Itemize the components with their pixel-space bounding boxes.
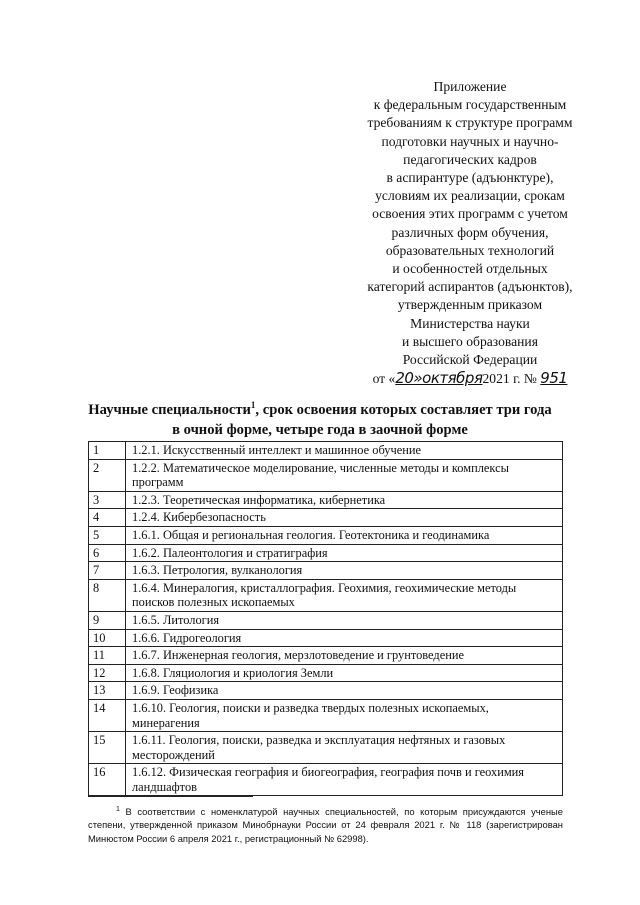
table-row [89, 442, 563, 460]
table-row [89, 764, 563, 796]
row-number: 3 [89, 491, 126, 509]
row-number: 4 [89, 509, 126, 527]
row-specialty: 1.2.1. Искусственный интеллект и машинное обучение [126, 442, 563, 460]
table-row [89, 732, 563, 764]
row-specialty: 1.2.3. Теоретическая информатика, кибернетика [126, 491, 563, 509]
row-number: 11 [89, 647, 126, 665]
appendix-line: к федеральным государственным [373, 97, 567, 113]
row-specialty: 1.6.11. Геология, поиски, разведка и эксплуатация нефтяных и газовых месторождений [126, 732, 563, 764]
appendix-line: освоения этих программ с учетом [372, 206, 568, 222]
appendix-line: Российской Федерации [402, 352, 538, 368]
heading-line-2: в очной форме, четыре года в заочной форме [172, 421, 468, 438]
table-row [89, 664, 563, 682]
row-specialty: 1.6.6. Гидрогеология [126, 629, 563, 647]
table-row [89, 491, 563, 509]
order-month-handwritten: »октября [413, 369, 483, 388]
footnote-mark: 1 [116, 806, 120, 813]
row-specialty: 1.6.5. Литология [126, 611, 563, 629]
appendix-line: различных форм обучения, [391, 224, 549, 240]
table-row [89, 682, 563, 700]
row-number: 8 [89, 579, 126, 611]
footnote [88, 803, 563, 845]
appendix-line: и высшего образования [402, 333, 538, 349]
row-number: 9 [89, 611, 126, 629]
footnote-text: В соответствии с номенклатурой научных специальностей, по которым присуждаются ученые степени, утвержденной приказом Минобрнауки России от 24 февраля 2021 г. № 118 (зарегистрирован Минюстом России 6 апреля 2021 г., регистрационный № 62998). [88, 806, 563, 844]
specialties-table [88, 441, 563, 796]
row-specialty: 1.2.4. Кибербезопасность [126, 509, 563, 527]
appendix-line: подготовки научных и научно- [381, 133, 559, 149]
order-year: 2021 г. № [482, 371, 537, 387]
table-row [89, 509, 563, 527]
row-number: 6 [89, 544, 126, 562]
order-date-line [340, 369, 600, 388]
row-specialty: 1.2.2. Математическое моделирование, численные методы и комплексы программ [126, 459, 563, 491]
order-number-handwritten: 951 [540, 369, 568, 388]
appendix-line: Министерства науки [410, 315, 530, 331]
row-specialty: 1.6.3. Петрология, вулканология [126, 562, 563, 580]
appendix-line: требованиям к структуре программ [367, 115, 573, 131]
table-row [89, 544, 563, 562]
row-number: 7 [89, 562, 126, 580]
heading-line-1 [80, 395, 560, 420]
order-prefix: от « [372, 371, 396, 387]
row-number: 13 [89, 682, 126, 700]
appendix-line: образовательных технологий [385, 242, 555, 258]
row-number: 15 [89, 732, 126, 764]
table-row [89, 459, 563, 491]
row-specialty: 1.6.10. Геология, поиски и разведка твердых полезных ископаемых, минерагения [126, 699, 563, 731]
appendix-line: условиям их реализации, срокам [375, 188, 565, 204]
appendix-line: категорий аспирантов (адъюнктов), [367, 279, 573, 295]
row-number: 12 [89, 664, 126, 682]
row-number: 2 [89, 459, 126, 491]
appendix-header [340, 78, 600, 388]
row-number: 14 [89, 699, 126, 731]
appendix-line: педагогических кадров [403, 151, 537, 167]
table-row [89, 579, 563, 611]
footnote-divider [88, 796, 253, 797]
table-row [89, 526, 563, 544]
heading-text: , срок освоения которых составляет три года [255, 401, 552, 418]
appendix-line: Приложение [433, 79, 507, 94]
row-specialty: 1.6.7. Инженерная геология, мерзлотоведение и грунтоведение [126, 647, 563, 665]
row-specialty: 1.6.4. Минералогия, кристаллография. Геохимия, геохимические методы поисков полезных ископаемых [126, 579, 563, 611]
order-day-handwritten: 20 [395, 369, 414, 388]
heading-text: Научные специальности [88, 401, 251, 418]
footnote-ref: 1 [250, 400, 256, 410]
row-specialty: 1.6.9. Геофизика [126, 682, 563, 700]
row-number: 5 [89, 526, 126, 544]
row-number: 1 [89, 442, 126, 460]
row-specialty: 1.6.1. Общая и региональная геология. Геотектоника и геодинамика [126, 526, 563, 544]
appendix-line: в аспирантуре (адъюнктуре), [386, 170, 554, 186]
document-heading [80, 395, 560, 440]
row-number: 16 [89, 764, 126, 796]
table-row [89, 629, 563, 647]
row-specialty: 1.6.2. Палеонтология и стратиграфия [126, 544, 563, 562]
table-row [89, 647, 563, 665]
appendix-line: утвержденным приказом [397, 297, 543, 313]
table-row [89, 611, 563, 629]
row-number: 10 [89, 629, 126, 647]
appendix-line: и особенностей отдельных [392, 261, 548, 277]
row-specialty: 1.6.12. Физическая география и биогеография, география почв и геохимия ландшафтов [126, 764, 563, 796]
table-row [89, 699, 563, 731]
row-specialty: 1.6.8. Гляциология и криология Земли [126, 664, 563, 682]
table-row [89, 562, 563, 580]
